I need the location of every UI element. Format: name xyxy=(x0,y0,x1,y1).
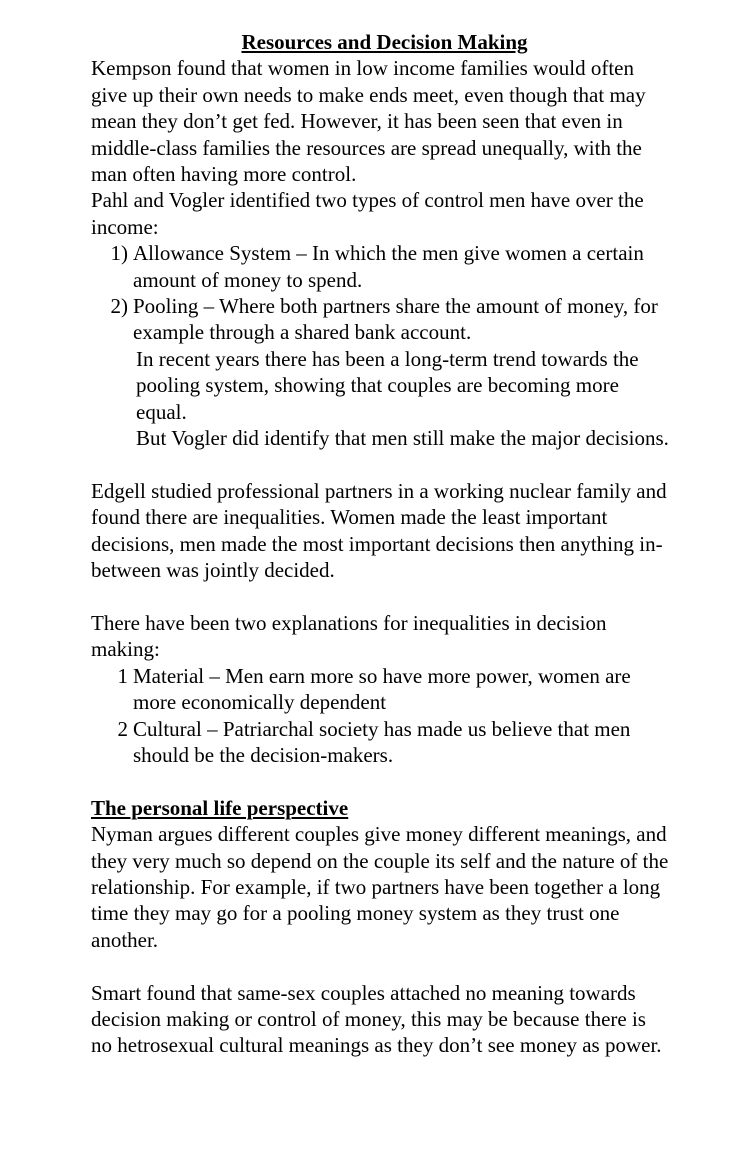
list-item xyxy=(91,663,670,716)
list-marker: 1) xyxy=(110,241,128,266)
list-item-text: Material – Men earn more so have more power, women are more economically dependent xyxy=(133,663,631,715)
paragraph-gap xyxy=(91,584,670,610)
paragraph-gap xyxy=(91,452,670,478)
paragraph-gap xyxy=(91,953,670,979)
list-marker: 1 xyxy=(117,663,128,688)
personal-life-heading: The personal life perspective xyxy=(91,795,349,820)
list-marker: 2) xyxy=(110,294,128,319)
list-item xyxy=(91,716,670,769)
list-item-text: Allowance System – In which the men give women a certain amount of money to spend. xyxy=(133,241,644,292)
document-title: Resources and Decision Making xyxy=(241,30,528,54)
pooling-trend-paragraph: In recent years there has been a long-term trend towards the pooling system, showing that couples are becoming more equal. xyxy=(136,346,639,424)
pahl-vogler-paragraph: Pahl and Vogler identified two types of control men have over the income: xyxy=(91,188,644,239)
kempson-paragraph: Kempson found that women in low income families would often give up their own needs to make ends meet, even though that may mean they don’t get fed. However, it has been seen that even in middle-class families the resources are spread unequally, with the man often having more control. xyxy=(91,56,646,187)
vogler-decisions-paragraph: But Vogler did identify that men still make the major decisions. xyxy=(136,426,669,451)
list-item-text: Pooling – Where both partners share the amount of money, for example through a shared bank account. xyxy=(133,294,658,345)
list-marker: 2 xyxy=(117,716,128,741)
explanations-paragraph: There have been two explanations for inequalities in decision making: xyxy=(91,610,607,662)
nyman-paragraph: Nyman argues different couples give money different meanings, and they very much so depend on the couple its self and the nature of the relationship. For example, if two partners have been together a long time they may go for a pooling money system as they trust one another. xyxy=(91,822,669,952)
explanations-list xyxy=(91,663,670,769)
edgell-paragraph: Edgell studied professional partners in a working nuclear family and found there are inequalities. Women made the least important decisions, men made the most important decisions then anything in-between was jointly decided. xyxy=(91,478,667,583)
list-item xyxy=(91,240,670,293)
paragraph-gap xyxy=(91,768,670,794)
list-item-text: Cultural – Patriarchal society has made us believe that men should be the decision-makers. xyxy=(133,716,631,767)
list-item xyxy=(91,293,670,346)
smart-paragraph: Smart found that same-sex couples attached no meaning towards decision making or control of money, this may be because there is no hetrosexual cultural meanings as they don’t see money as power. xyxy=(91,980,662,1058)
control-types-list xyxy=(91,240,670,346)
